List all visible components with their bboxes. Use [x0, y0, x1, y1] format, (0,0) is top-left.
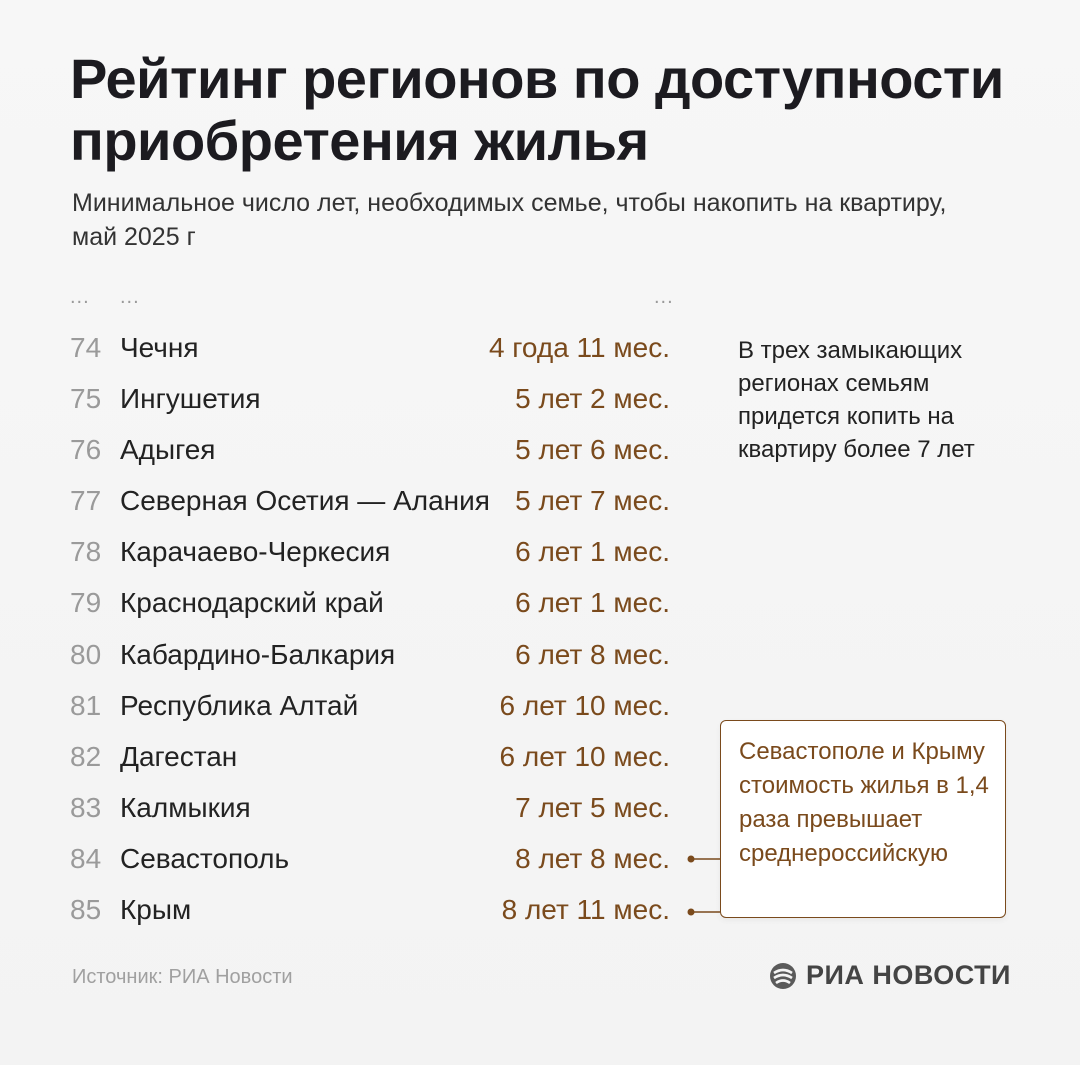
- rank-number: 75: [70, 383, 102, 415]
- years-value: 6 лет 8 мес.: [515, 638, 670, 670]
- rank-number: 82: [70, 740, 102, 772]
- table-row: [70, 835, 700, 886]
- source-note: Источник: РИА Новости: [72, 966, 293, 988]
- rank-number: 76: [70, 434, 102, 466]
- ria-logo: [768, 960, 1011, 991]
- years-value: 5 лет 7 мес.: [515, 485, 670, 517]
- ria-logo-icon: [768, 961, 798, 991]
- callout-text: Севастополе и Крыму стоимость жилья в 1,4 раза превышает среднероссийскую: [739, 738, 989, 867]
- ranking-table: [70, 324, 700, 937]
- table-row: [70, 375, 700, 426]
- table-row: [70, 477, 700, 528]
- region-name: Севастополь: [120, 842, 290, 874]
- region-name: Ингушетия: [120, 383, 261, 415]
- years-value: 6 лет 10 мес.: [499, 689, 670, 721]
- callout-box: [720, 720, 1006, 918]
- region-name: Северная Осетия — Алания: [120, 485, 490, 517]
- years-value: 5 лет 2 мес.: [515, 383, 670, 415]
- table-row: [70, 733, 700, 784]
- ria-logo-text: РИА НОВОСТИ: [806, 960, 1011, 990]
- rank-number: 84: [70, 842, 102, 874]
- years-value: 5 лет 6 мес.: [515, 434, 670, 466]
- rank-number: 79: [70, 587, 102, 619]
- page-title: Рейтинг регионов по доступности приобретения жилья: [70, 47, 1004, 172]
- rank-number: 80: [70, 638, 102, 670]
- region-name: Карачаево-Черкесия: [120, 536, 391, 568]
- rank-number: 74: [70, 332, 102, 363]
- page-subtitle: Минимальное число лет, необходимых семье, чтобы накопить на квартиру, май 2025 г: [72, 189, 947, 251]
- years-value: 8 лет 11 мес.: [501, 894, 670, 926]
- region-name: Калмыкия: [120, 791, 251, 823]
- region-ellipsis: ...: [120, 286, 140, 308]
- years-value: 6 лет 1 мес.: [515, 587, 670, 619]
- region-name: Дагестан: [120, 740, 238, 772]
- years-value: 6 лет 10 мес.: [499, 740, 670, 772]
- region-name: Адыгея: [120, 434, 216, 466]
- years-value: 6 лет 1 мес.: [515, 536, 670, 568]
- rank-number: 83: [70, 791, 102, 823]
- rank-ellipsis: ...: [70, 286, 90, 308]
- region-name: Кабардино-Балкария: [120, 638, 396, 670]
- years-value: 8 лет 8 мес.: [515, 842, 670, 874]
- region-name: Крым: [120, 894, 192, 926]
- table-row: [70, 426, 700, 477]
- rank-number: 77: [70, 485, 102, 517]
- years-value: 7 лет 5 мес.: [515, 791, 670, 823]
- value-ellipsis: ...: [654, 286, 674, 308]
- table-row: [70, 579, 700, 630]
- table-row: [70, 631, 700, 682]
- region-name: Краснодарский край: [120, 587, 384, 619]
- table-row: [70, 886, 700, 937]
- region-name: Чечня: [120, 332, 199, 363]
- rank-number: 78: [70, 536, 102, 568]
- side-note: В трех замыкающих регионах семьям придется копить на квартиру более 7 лет: [738, 337, 975, 463]
- table-row: [70, 682, 700, 733]
- region-name: Республика Алтай: [120, 689, 359, 721]
- table-row: [70, 784, 700, 835]
- table-row: [70, 324, 700, 375]
- table-row: [70, 528, 700, 579]
- rank-number: 85: [70, 894, 102, 926]
- years-value: 4 года 11 мес.: [488, 332, 670, 363]
- rank-number: 81: [70, 689, 102, 721]
